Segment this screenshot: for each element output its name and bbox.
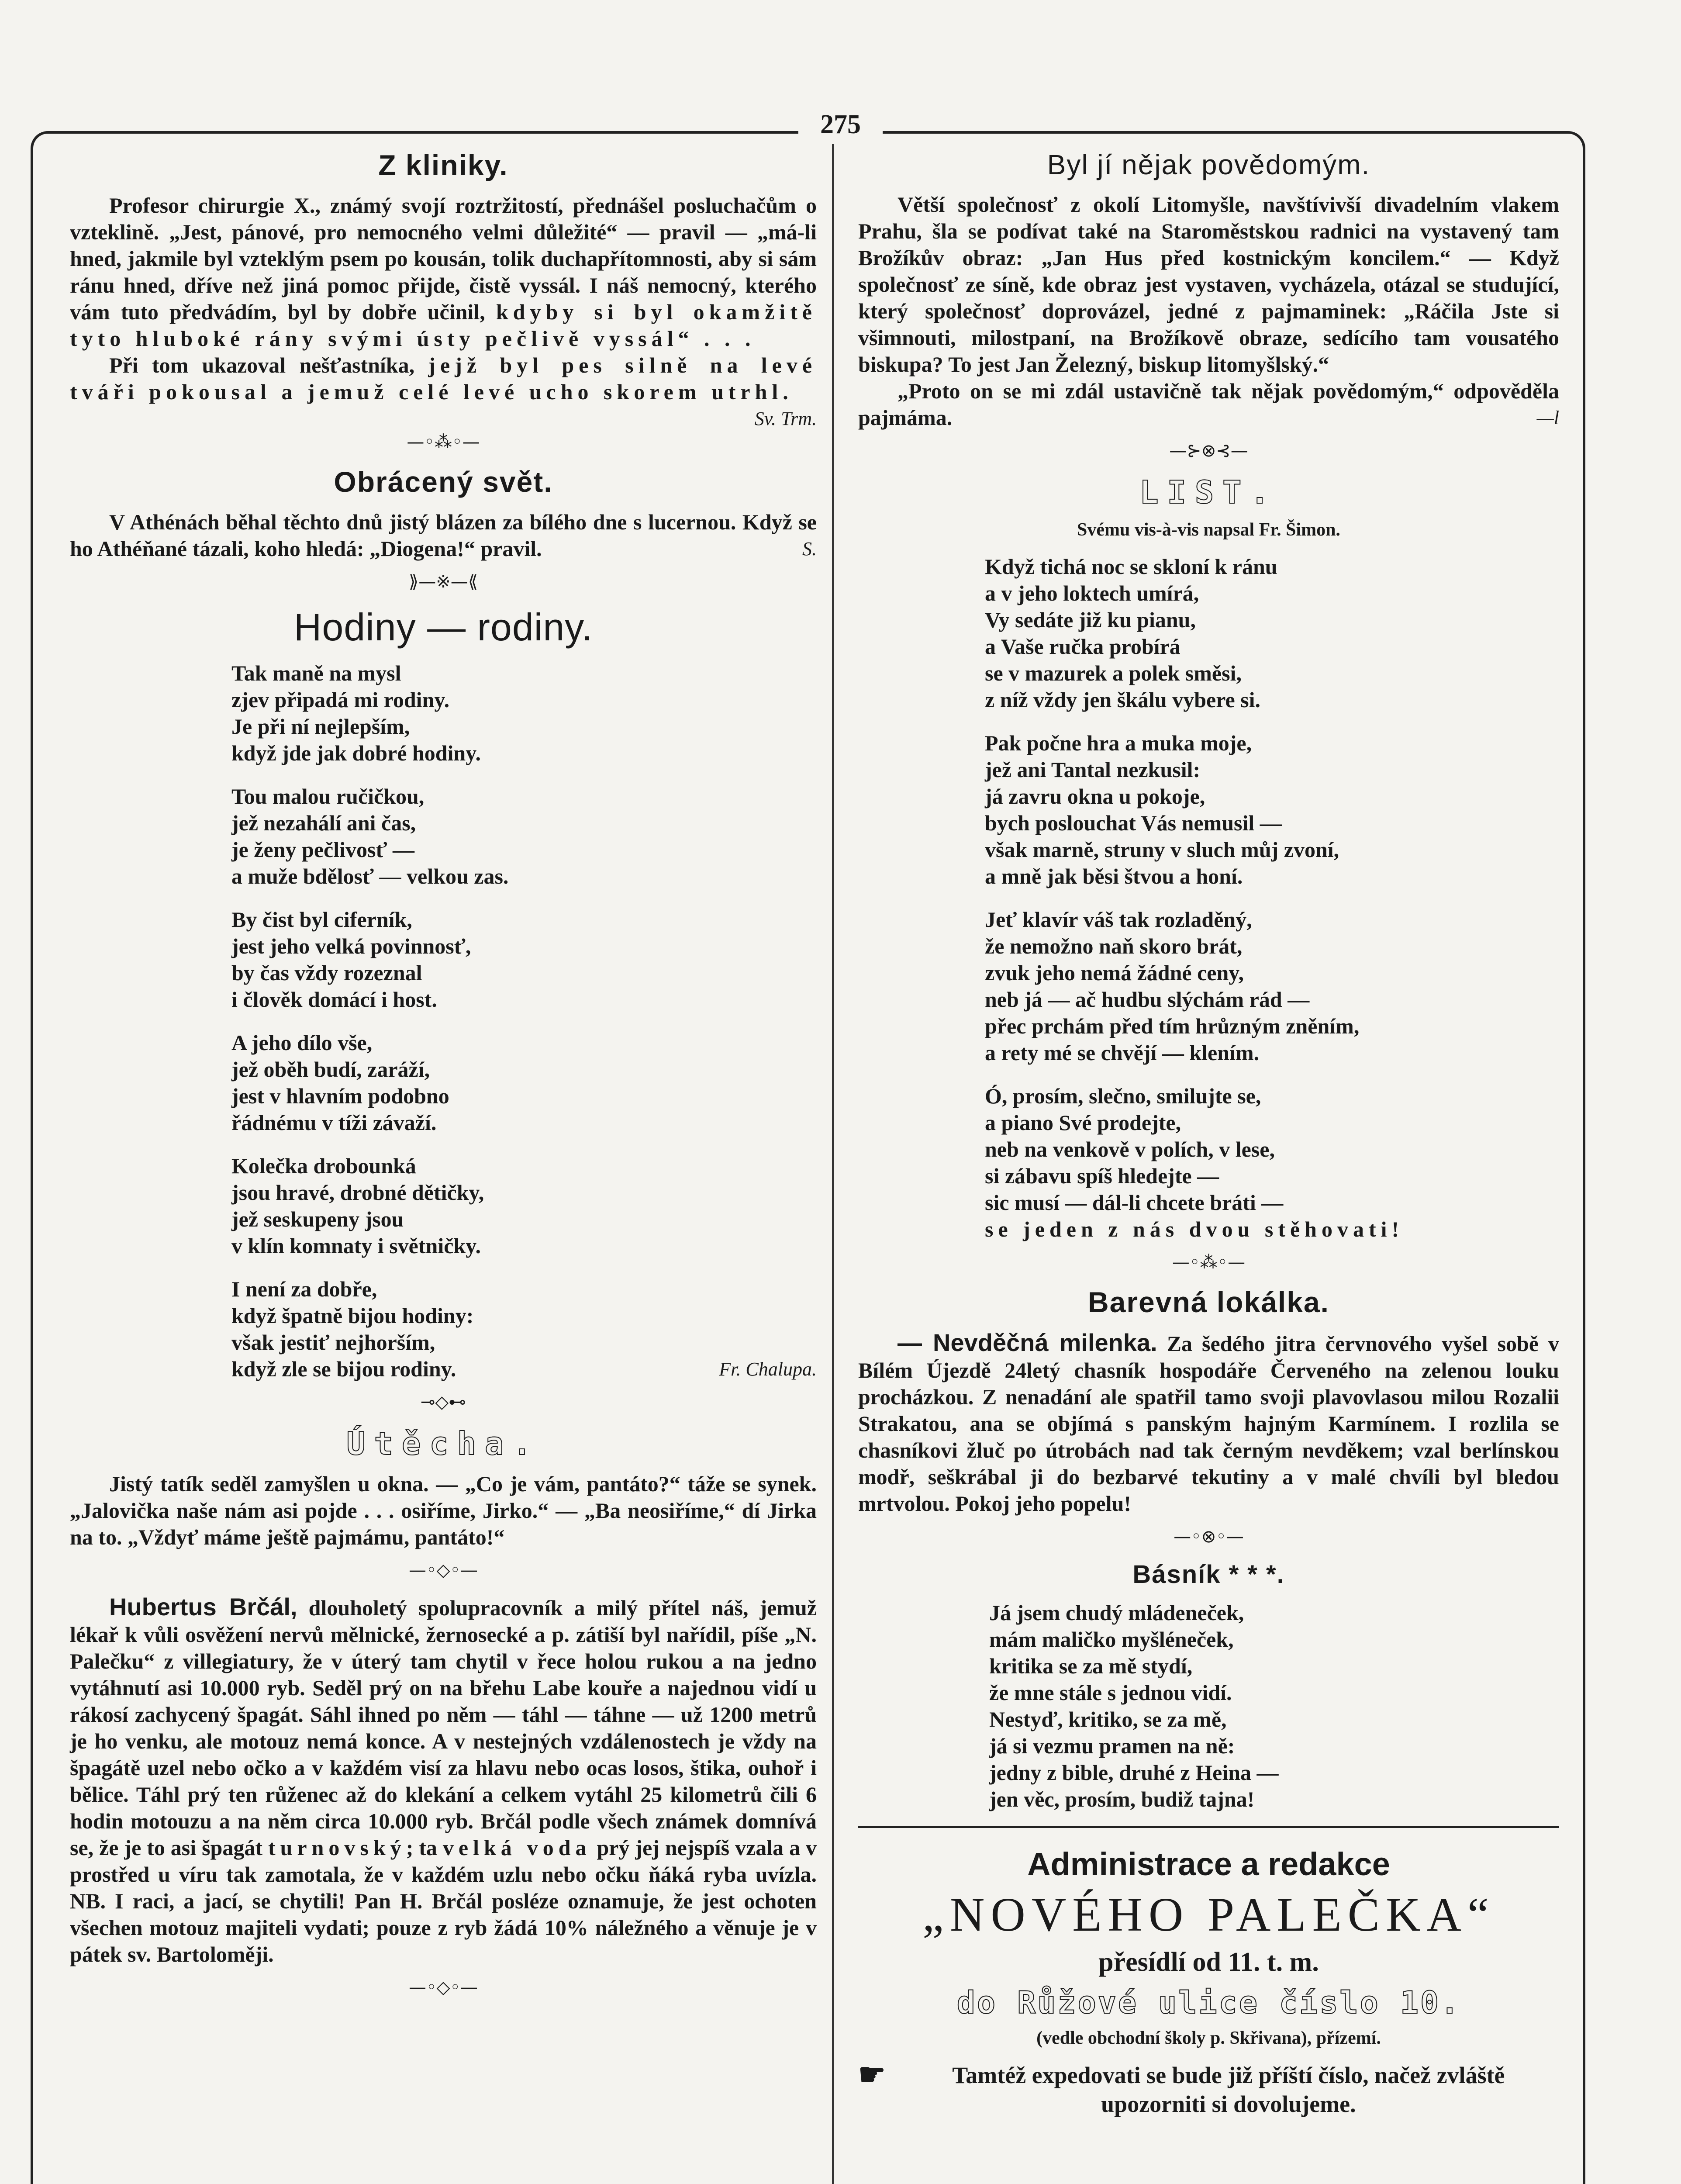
- separator-ornament: —◦◇◦—: [409, 1977, 478, 1997]
- column-divider: [832, 144, 834, 2184]
- announcement-box: [858, 1845, 1559, 2118]
- poem-stanza: Tak maně na mysl zjev připadá mi rodiny. Je při ní nejlepším, když jde jak dobré hodiny.: [231, 661, 481, 765]
- page-number: 275: [0, 109, 1681, 140]
- announcement-paper-name: „NOVÉHO PALEČKA“: [922, 1888, 1495, 1941]
- poem-stanza: I není za dobře, když špatně bijou hodiny: však jestiť nejhorším, když zle se bijou rodiny. Fr. Chalupa.: [231, 1276, 817, 1382]
- poem-stanza: By čist byl ciferník, jest jeho velká povinnosť, by čas vždy rozeznal i člověk domácí i host.: [231, 907, 471, 1012]
- utecha-text: Jistý tatík seděl zamyšlen u okna. — „Co je vám, pantáto?“ táže se synek. „Jalovička naše nám asi pojde . . . osiříme, Jirko.“ — „Ba neosiříme,“ dí Jirka na to. „Vždyť máme ještě pajmámu, pantáto!“: [70, 1472, 817, 1549]
- announcement-rule: [858, 1826, 1559, 1828]
- separator-ornament: —◦⁂◦—: [407, 432, 480, 452]
- poem-stanza: Tou malou ručičkou, jež nezahálí ani čas, je ženy pečlivosť — a muže bdělosť — velkou zas.: [231, 784, 509, 888]
- poem-stanza: Jeť klavír váš tak rozladěný, že nemožno naň skoro brát, zvuk jeho nemá žádné ceny, neb já — ač hudbu slýchám rád — přec prchám před tím hrůzným zněním, a rety mé se chvějí — klením.: [985, 907, 1360, 1065]
- poem-stanza: A jeho dílo vše, jež oběh budí, zaráží, jest v hlavním podobno řádnému v tíži závaží.: [231, 1030, 449, 1135]
- povedomym-text-2: „Proto on se mi zdál ustavičně tak nějak povědomým,“ odpověděla pajmáma. —l: [858, 378, 1559, 431]
- obraceny-svet-signature: S.: [802, 538, 817, 560]
- poem-stanza: Když tichá noc se skloní k ránu a v jeho loktech umírá, Vy sedáte již ku pianu, a Vaše ručka probírá se v mazurek a polek směsi, z níž vždy jen škálu vybere si.: [985, 554, 1277, 712]
- left-column: [70, 149, 817, 2011]
- article-title-z-kliniky: Z kliniky.: [378, 149, 508, 181]
- announcement-note: (vedle obchodní školy p. Skřivana), přízemí.: [1036, 2028, 1381, 2048]
- poem-stanza: Kolečka drobounká jsou hravé, drobné dětičky, jež seskupeny jsou v klín komnaty i světničky.: [231, 1154, 484, 1258]
- poem-stanza: Pak počne hra a muka moje, jež ani Tantal nezkusil: já zavru okna u pokoje, bych poslouchat Vás nemusil — však marně, struny v sluch můj zvoní, a mně jak běsi štvou a honí.: [985, 731, 1339, 888]
- hodiny-signature: Fr. Chalupa.: [719, 1358, 817, 1380]
- separator-ornament: —⊱⊗⊰—: [1169, 441, 1248, 461]
- right-column: [858, 149, 1559, 2118]
- announcement-address: do Růžové ulice číslo 10.: [956, 1985, 1461, 2021]
- separator-ornament: ⟫—※—⟪: [408, 572, 478, 592]
- announcement-moving: přesídlí od 11. t. m.: [1098, 1947, 1319, 1977]
- separator-ornament: ⊸◇⊷: [420, 1392, 466, 1412]
- article-title-utecha: Útěcha.: [346, 1425, 540, 1462]
- poem-basnik: Já jsem chudý mládeneček, mám maličko myšléneček, kritika se za mě stydí, že mne stále s jednou vidí. Nestyď, kritiko, se za mě, já si vezmu pramen na ně: jedny z bible, druhé z Heina — jen věc, prosím, budiž tajna!: [989, 1600, 1279, 1811]
- poem-dedication: Svému vis-à-vis napsal Fr. Šimon.: [1077, 520, 1340, 540]
- pointing-hand-icon: ☛: [858, 2058, 886, 2092]
- povedomym-signature: —l: [1536, 407, 1559, 429]
- separator-ornament: —◦⊗◦—: [1174, 1527, 1244, 1547]
- barevna-lokalka-text: — Nevděčná milenka. Za šedého jitra červnového vyšel sobě v Bílém Újezdě 24letý chasník hospodáře Červeného na zelenou louku procházkou. Z nenadání ale spatřil tamo svoji plavovlasou milou Rozalii Strakatou, ana se objímá s panským hajným Karmínem. I rozlila se chasníkovi žluč po útrobách nad tak černým nevděkem; vzal berlínskou modř, seškrábal ji do bezbarvé tekutiny a v malé chvíli byl bledou mrtvolou. Pokoj jeho popelu!: [858, 1329, 1560, 1516]
- separator-ornament: —◦◇◦—: [409, 1560, 478, 1580]
- article-title-povedomym: Byl jí nějak povědomým.: [1047, 149, 1370, 180]
- announcement-heading: Administrace a redakce: [1027, 1846, 1390, 1882]
- poem-title-hodiny: Hodiny — rodiny.: [293, 605, 593, 649]
- obraceny-svet-text: V Athénách běhal těchto dnů jistý blázen za bílého dne s lucernou. Když se ho Athéňané tázali, koho hledá: „Diogena!“ pravil. S.: [70, 509, 817, 562]
- article-title-obraceny-svet: Obrácený svět.: [334, 466, 553, 498]
- poem-hodiny: [231, 660, 817, 1382]
- z-kliniky-signature: Sv. Trm.: [754, 408, 817, 429]
- article-title-barevna-lokalka: Barevná lokálka.: [1088, 1286, 1329, 1318]
- brcal-name: Hubertus Brčál,: [109, 1593, 297, 1621]
- poem-list: [985, 553, 1559, 1243]
- z-kliniky-paragraph-1: Profesor chirurgie X., známý svojí roztržitostí, přednášel posluchačům o vzteklině. „Jest, pánové, pro nemocného velmi důležité“ — pravil — „má-li hned, jakmile byl vzteklým psem po kousán, tolik duchapřítomnosti, aby si sám ránu hned, dříve než jiná pomoc přijde, čistě vyssál. I náš nemocný, kterého vám tuto předvádím, byl by dobře učinil, kdyby si byl okamžitě tyto hluboké rány svými ústy pečlivě vyssál“ . . .: [70, 193, 817, 351]
- poem-title-basnik: Básník * * *.: [1132, 1560, 1285, 1589]
- poem-stanza: Ó, prosím, slečno, smilujte se, a piano Své prodejte, neb na venkově v polích, v lese, si zábavu spíš hledejte — sic musí — dál-li chcete bráti — se jeden z nás dvou stěhovati!: [985, 1084, 1404, 1241]
- announcement-expedition: ☛ Tamtéž expedovati se bude již příští číslo, načež zvláště upozorniti si dovolujeme.: [858, 2061, 1559, 2118]
- brcal-article: Hubertus Brčál, dlouholetý spolupracovník a milý přítel náš, jemuž lékař k vůli osvěžení nervů mělnické, žernosecké a p. zátiší byl nařídil, píše „N. Palečku“ z villegiatury, že v úterý tam chytil v řece holou rukou a na jedno vytáhnutí asi 10.000 ryb. Seděl prý on na břehu Labe kouře a najednou vidí u rákosí zachycený špagát. Sáhl ihned po něm — táhl — táhne — už 1200 metrů je ho venku, ale motouz nemá konce. A v nestejných vzdálenostech je vždy na špagátě uzel nebo očko a v každém visí za hlavu nebo ocas losos, štika, ouhoř i bělice. Táhl prý ten růženec až do klekání a celkem vytáhl 25 kilometrů čili 6 hodin motouzu a na něm circa 10.000 ryb. Brčál podle všech známek domnívá se, že je to asi špagát turnovský; ta velká voda prý jej nejspíš vzala a v prostřed u víru tak zamotala, že v každém uzlu nebo očku ňáká ryba uvízla. NB. I raci, a jací, se chytili! Pan H. Brčál posléze oznamuje, že jest ochoten všechen motouz majiteli vydati; pouze z ryb žádá 10% náležného a věnuje je v pátek sv. Bartoloměji.: [70, 1593, 817, 1966]
- poem-title-list: LIST.: [1139, 474, 1278, 511]
- povedomym-text: Větší společnosť z okolí Litomyšle, navštívivší divadelním vlakem Prahu, šla se podívat také na Staroměstskou radnici na vystavený tam Brožíkův obraz: „Jan Hus před kostnickým koncilem.“ — Když společnosť ze síně, kde obraz jest vystaven, vycházela, otázal se studující, který společnosť doprovázel, jedné z pajmaminek: „Ráčila Jste si všimnouti, milostpaní, na Brožíkově obraze, sedícího tam vousatého biskupa? To jest Jan Železný, biskup litomyšlský.“: [858, 192, 1559, 377]
- separator-ornament: —◦⁂◦—: [1172, 1252, 1246, 1272]
- z-kliniky-paragraph-2: Při tom ukazoval nešťastníka, jejž byl pes silně na levé tváři pokousal a jemuž celé levé ucho skorem utrhl. Sv. Trm.: [70, 352, 817, 405]
